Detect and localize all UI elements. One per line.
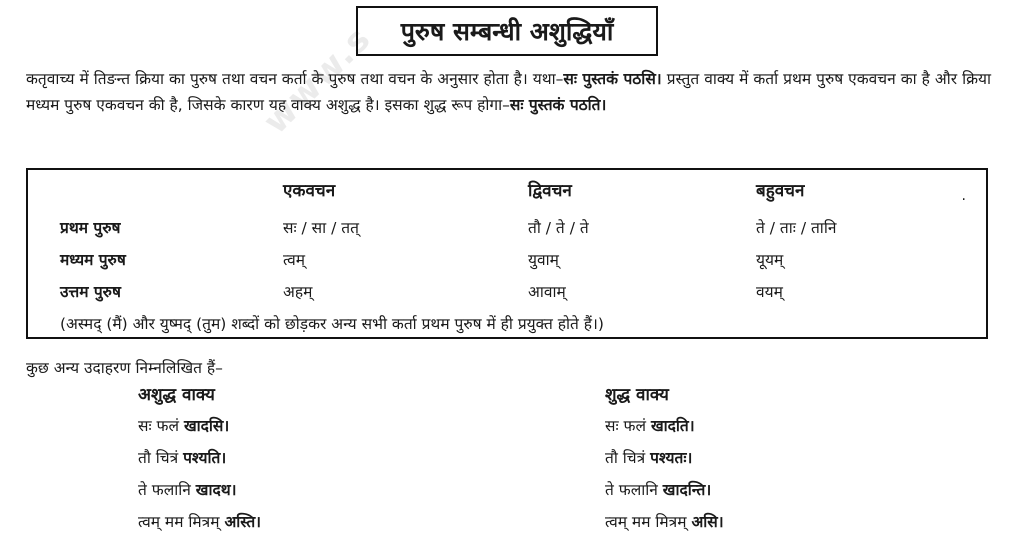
cell-first-dual: तौ / ते / ते: [528, 219, 589, 237]
examples-intro: कुछ अन्य उदाहरण निम्नलिखित हैं–: [26, 359, 223, 377]
cell-first-plural: ते / ताः / तानि: [756, 219, 837, 237]
wrong-verb: पश्यति।: [183, 449, 227, 467]
para-example-right: सः पुस्तकं पठति।: [509, 96, 607, 114]
para-example-wrong: सः पुस्तकं पठसि।: [563, 70, 662, 88]
row-label-third-person: उत्तम पुरुष: [60, 283, 121, 301]
cell-second-singular: त्वम्: [283, 251, 305, 269]
stray-dot: .: [961, 188, 966, 204]
table-note: (अस्मद् (मैं) और युष्मद् (तुम) शब्दों को छोड़कर अन्य सभी कर्ता प्रथम पुरुष में ही प्रयुक्त होते हैं।): [60, 315, 604, 333]
right-sentences-header: शुद्ध वाक्य: [605, 385, 669, 405]
row-label-first-person: प्रथम पुरुष: [60, 219, 121, 237]
row-label-second-person: मध्यम पुरुष: [60, 251, 126, 269]
right-sentence-text: ते फलानि: [605, 481, 663, 499]
cell-third-dual: आवाम्: [528, 283, 566, 301]
para-text-1: कतृवाच्य में तिङन्त क्रिया का पुरुष तथा वचन कर्ता के पुरुष तथा वचन के अनुसार होता है। यथा–: [26, 70, 564, 88]
right-sentence: [605, 478, 711, 500]
cell-third-plural: वयम्: [756, 283, 783, 301]
wrong-verb: खादथ।: [195, 481, 237, 499]
right-verb: खादन्ति।: [662, 481, 712, 499]
wrong-verb: अस्ति।: [224, 513, 262, 531]
page-title: पुरुष सम्बन्धी अशुद्धियाँ: [356, 6, 658, 56]
wrong-sentence-text: त्वम् मम मित्रम्: [138, 513, 225, 531]
wrong-sentences-header: अशुद्ध वाक्य: [138, 385, 215, 405]
wrong-sentence: [138, 510, 261, 532]
cell-second-plural: यूयम्: [756, 251, 784, 269]
right-verb: पश्यतः।: [650, 449, 693, 467]
right-verb: असि।: [691, 513, 724, 531]
para-text-2: प्रस्तुत वाक्य में कर्ता प्रथम पुरुष एकवचन का है और क्रिया मध्यम पुरुष एकवचन की है, जिसके कारण यह वाक्य अशुद्ध है। इसका शुद्ध रूप होगा–: [26, 70, 991, 114]
right-sentence: [605, 414, 695, 436]
cell-first-singular: सः / सा / तत्: [283, 219, 359, 237]
right-sentence: [605, 446, 692, 468]
header-singular: एकवचन: [283, 181, 336, 201]
wrong-sentence-text: ते फलानि: [138, 481, 196, 499]
person-number-table: [26, 168, 988, 339]
cell-third-singular: अहम्: [283, 283, 313, 301]
wrong-sentence-text: सः फलं: [138, 417, 184, 435]
right-verb: खादति।: [650, 417, 695, 435]
right-sentence-text: तौ चित्रं: [605, 449, 651, 467]
wrong-verb: खादसि।: [183, 417, 230, 435]
wrong-sentence: [138, 478, 237, 500]
cell-second-dual: युवाम्: [528, 251, 559, 269]
header-plural: बहुवचन: [756, 181, 805, 201]
watermark: www.s: [255, 18, 380, 142]
header-dual: द्विवचन: [528, 181, 572, 201]
right-sentence: [605, 510, 724, 532]
intro-paragraph: [26, 66, 991, 118]
wrong-sentence: [138, 414, 229, 436]
wrong-sentence-text: तौ चित्रं: [138, 449, 184, 467]
right-sentence-text: त्वम् मम मित्रम्: [605, 513, 692, 531]
right-sentence-text: सः फलं: [605, 417, 651, 435]
wrong-sentence: [138, 446, 226, 468]
